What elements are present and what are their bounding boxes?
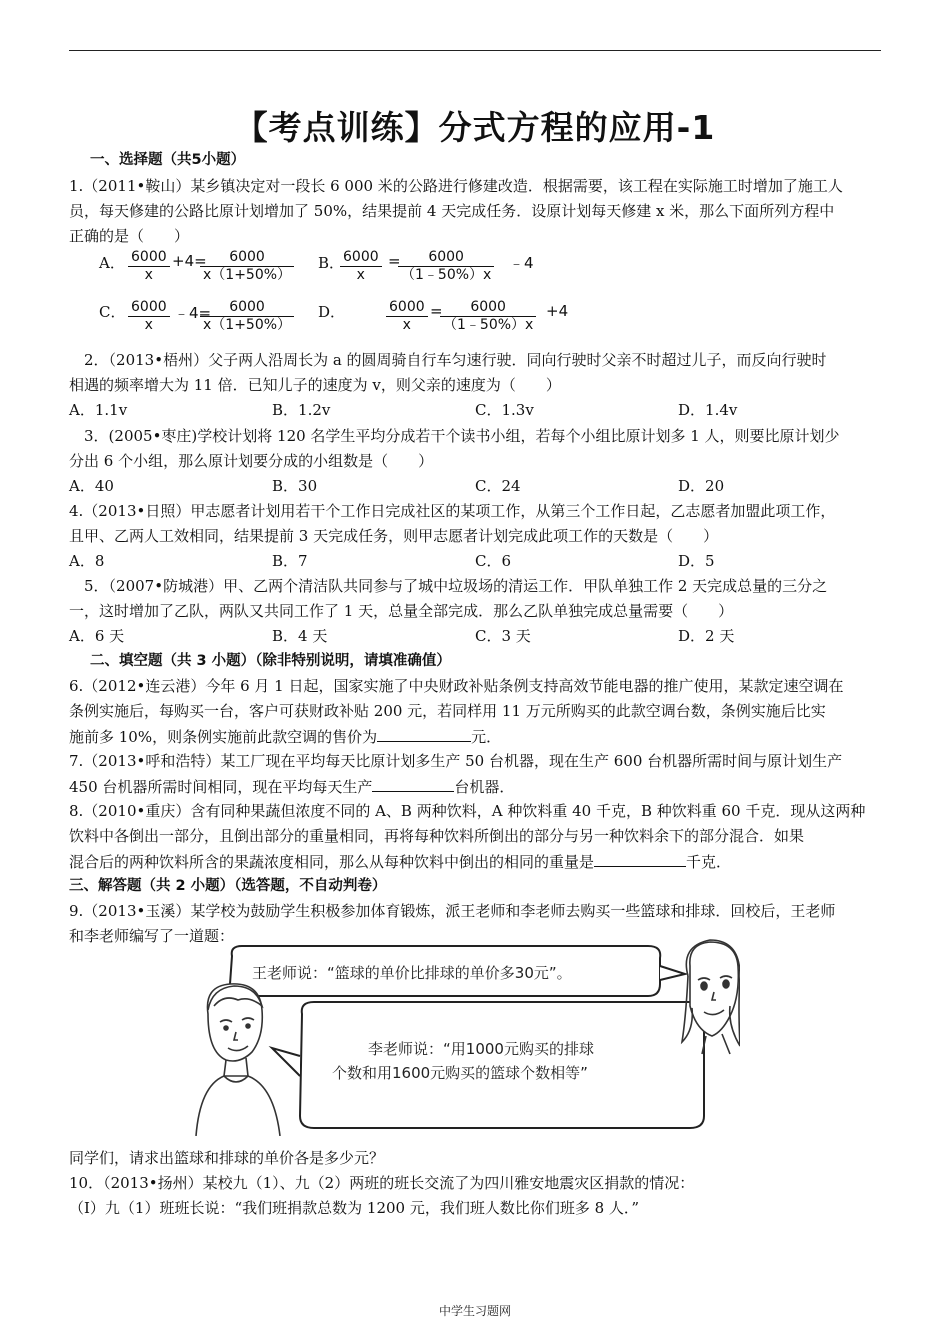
q6-line1: 6.（2012•连云港）今年 6 月 1 日起，国家实施了中央财政补贴条例支持高效节能电器的推广使用，某款定速空调在 bbox=[69, 677, 844, 695]
q7-line1: 7.（2013•呼和浩特）某工厂现在平均每天比原计划多生产 50 台机器，现在生产 600 台机器所需时间与原计划生产 bbox=[69, 752, 843, 770]
q1-option-b-label: B． bbox=[318, 254, 345, 272]
numerator: 6000 bbox=[128, 249, 170, 267]
q1-b-operator: = bbox=[388, 252, 401, 270]
q5-option-c: C．3 天 bbox=[475, 627, 531, 645]
q8-line3-end: 千克． bbox=[686, 853, 732, 871]
q1-line3: 正确的是（ ） bbox=[69, 227, 190, 245]
page-footer: 中学生习题网 bbox=[438, 1304, 511, 1318]
q10-line1: 10．（2013•扬州）某校九（1）、九（2）两班的班长交流了为四川雅安地震灾区捐款的情况： bbox=[69, 1174, 695, 1192]
q4-option-b: B．7 bbox=[272, 552, 308, 570]
q1-a-left-fraction bbox=[128, 249, 170, 284]
q1-option-d-label: D． bbox=[318, 303, 346, 321]
q8-line2: 饮料中各倒出一部分，且倒出部分的重量相同，再将每种饮料所倒出的部分与另一种饮料余下的部分混合．如果 bbox=[69, 827, 805, 845]
numerator: 6000 bbox=[398, 249, 494, 267]
q1-option-a-label: A． bbox=[99, 254, 125, 272]
q4-option-a: A．8 bbox=[69, 552, 105, 570]
q3-line2: 分出 6 个小组，那么原计划要分成的小组数是（ ） bbox=[69, 452, 434, 470]
q4-line1: 4.（2013•日照）甲志愿者计划用若干个工作日完成社区的某项工作，从第三个工作日起，乙志愿者加盟此项工作， bbox=[69, 502, 836, 520]
q2-option-a: A．1.1v bbox=[69, 401, 128, 419]
section-choice-heading: 一、选择题（共5小题） bbox=[90, 152, 246, 168]
section-answer-heading: 三、解答题（共 2 小题）（选答题，不自动判卷） bbox=[69, 878, 387, 894]
q1-d-right-fraction bbox=[440, 299, 536, 334]
denominator: （1﹣50%）x bbox=[401, 267, 492, 283]
q1-line1: 1.（2011•鞍山）某乡镇决定对一段长 6 000 米的公路进行修建改造．根据需要，该工程在实际施工时增加了施工人 bbox=[69, 177, 843, 195]
q2-option-c: C．1.3v bbox=[475, 401, 534, 419]
q1-option-c-label: C． bbox=[99, 303, 126, 321]
q8-answer-blank[interactable] bbox=[594, 851, 686, 867]
q7-line2 bbox=[69, 776, 514, 797]
q5-line1: 5．（2007•防城港）甲、乙两个清洁队共同参与了城中垃圾场的清运工作．甲队单独工作 2 天完成总量的三分之 bbox=[84, 577, 828, 595]
li-bubble-text-line1: 李老师说：“用1000元购买的排球 bbox=[368, 1040, 594, 1058]
q1-a-right-fraction bbox=[200, 249, 294, 284]
denominator: x bbox=[402, 317, 411, 333]
section-fill-heading: 二、填空题（共 3 小题）（除非特别说明，请填准确值） bbox=[90, 653, 451, 669]
q8-line3 bbox=[69, 851, 731, 872]
numerator: 6000 bbox=[200, 299, 294, 317]
q1-d-left-fraction bbox=[386, 299, 428, 334]
q1-line2: 员，每天修建的公路比原计划增加了 50%，结果提前 4 天完成任务．设原计划每天修建 x 米，那么下面所列方程中 bbox=[69, 202, 835, 220]
q4-option-c: C．6 bbox=[475, 552, 512, 570]
denominator: x（1+50%） bbox=[203, 317, 292, 333]
q1-b-right-fraction bbox=[398, 249, 494, 284]
q2-line1: 2．（2013•梧州）父子两人沿周长为 a 的圆周骑自行车匀速行驶．同向行驶时父亲不时超过儿子，而反向行驶时 bbox=[84, 351, 827, 369]
denominator: x bbox=[356, 267, 365, 283]
q5-option-d: D．2 天 bbox=[678, 627, 735, 645]
q9-line2: 和李老师编写了一道题： bbox=[69, 927, 235, 945]
q5-option-a: A．6 天 bbox=[69, 627, 125, 645]
q4-option-d: D．5 bbox=[678, 552, 715, 570]
q2-option-b: B．1.2v bbox=[272, 401, 331, 419]
q6-line2: 条例实施后，每购买一台，客户可获财政补贴 200 元，若同样用 11 万元所购买的此款空调台数，条例实施后比实 bbox=[69, 702, 826, 720]
numerator: 6000 bbox=[386, 299, 428, 317]
page-title: 【考点训练】分式方程的应用-1 bbox=[234, 108, 716, 147]
q3-option-d: D．20 bbox=[678, 477, 725, 495]
q1-a-operator: +4= bbox=[172, 252, 207, 270]
q3-line1: 3．(2005•枣庄)学校计划将 120 名学生平均分成若干个读书小组，若每个小组比原计划多 1 人，则要比原计划少 bbox=[84, 427, 840, 445]
denominator: x bbox=[144, 317, 153, 333]
numerator: 6000 bbox=[440, 299, 536, 317]
q2-line2: 相遇的频率增大为 11 倍．已知儿子的速度为 v，则父亲的速度为（ ） bbox=[69, 376, 561, 394]
q7-line2-end: 台机器． bbox=[454, 778, 515, 796]
q3-option-c: C．24 bbox=[475, 477, 521, 495]
q2-option-d: D．1.4v bbox=[678, 401, 738, 419]
q1-c-right-fraction bbox=[200, 299, 294, 334]
q7-line2-text: 450 台机器所需时间相同，现在平均每天生产 bbox=[69, 778, 373, 796]
li-bubble-text-line2: 个数和用1600元购买的篮球个数相等” bbox=[332, 1064, 588, 1082]
q6-line3-end: 元． bbox=[471, 728, 502, 746]
q6-line3-text: 施前多 10%，则条例实施前此款空调的售价为 bbox=[69, 728, 378, 746]
q1-c-left-fraction bbox=[128, 299, 170, 334]
denominator: x（1+50%） bbox=[203, 267, 292, 283]
q5-line2: 一，这时增加了乙队，两队又共同工作了 1 天，总量全部完成．那么乙队单独完成总量需要（ ） bbox=[69, 602, 734, 620]
q7-answer-blank[interactable] bbox=[372, 776, 454, 792]
q8-line1: 8.（2010•重庆）含有同种果蔬但浓度不同的 A、B 两种饮料，A 种饮料重 40 千克，B 种饮料重 60 千克．现从这两种 bbox=[69, 802, 866, 820]
q10-line2: （Ⅰ）九（1）班班长说：“我们班捐款总数为 1200 元，我们班人数比你们班多 8 人．” bbox=[69, 1199, 640, 1217]
q6-line3 bbox=[69, 726, 501, 747]
q1-d-operator: = bbox=[430, 302, 443, 320]
header-rule bbox=[69, 50, 881, 51]
wang-teacher-icon bbox=[196, 984, 280, 1136]
q4-line2: 且甲、乙两人工效相同，结果提前 3 天完成任务，则甲志愿者计划完成此项工作的天数是（ ） bbox=[69, 527, 719, 545]
q3-option-b: B．30 bbox=[272, 477, 318, 495]
q1-d-tail: +4 bbox=[546, 302, 569, 320]
q1-b-tail: ﹣4 bbox=[509, 254, 534, 272]
q1-b-left-fraction bbox=[340, 249, 382, 284]
denominator: x bbox=[144, 267, 153, 283]
q6-answer-blank[interactable] bbox=[377, 726, 471, 742]
wang-bubble-text: 王老师说：“篮球的单价比排球的单价多30元”。 bbox=[252, 964, 572, 982]
numerator: 6000 bbox=[128, 299, 170, 317]
q8-line3-text: 混合后的两种饮料所含的果蔬浓度相同，那么从每种饮料中倒出的相同的重量是 bbox=[69, 853, 595, 871]
q1-c-operator: ﹣4= bbox=[174, 304, 212, 322]
denominator: （1﹣50%）x bbox=[443, 317, 534, 333]
numerator: 6000 bbox=[340, 249, 382, 267]
q5-option-b: B．4 天 bbox=[272, 627, 328, 645]
teachers-dialogue-illustration bbox=[190, 936, 740, 1136]
q3-option-a: A．40 bbox=[69, 477, 114, 495]
numerator: 6000 bbox=[200, 249, 294, 267]
q9-question: 同学们，请求出篮球和排球的单价各是多少元？ bbox=[69, 1149, 385, 1167]
q9-line1: 9.（2013•玉溪）某学校为鼓励学生积极参加体育锻炼，派王老师和李老师去购买一些篮球和排球．回校后，王老师 bbox=[69, 902, 836, 920]
